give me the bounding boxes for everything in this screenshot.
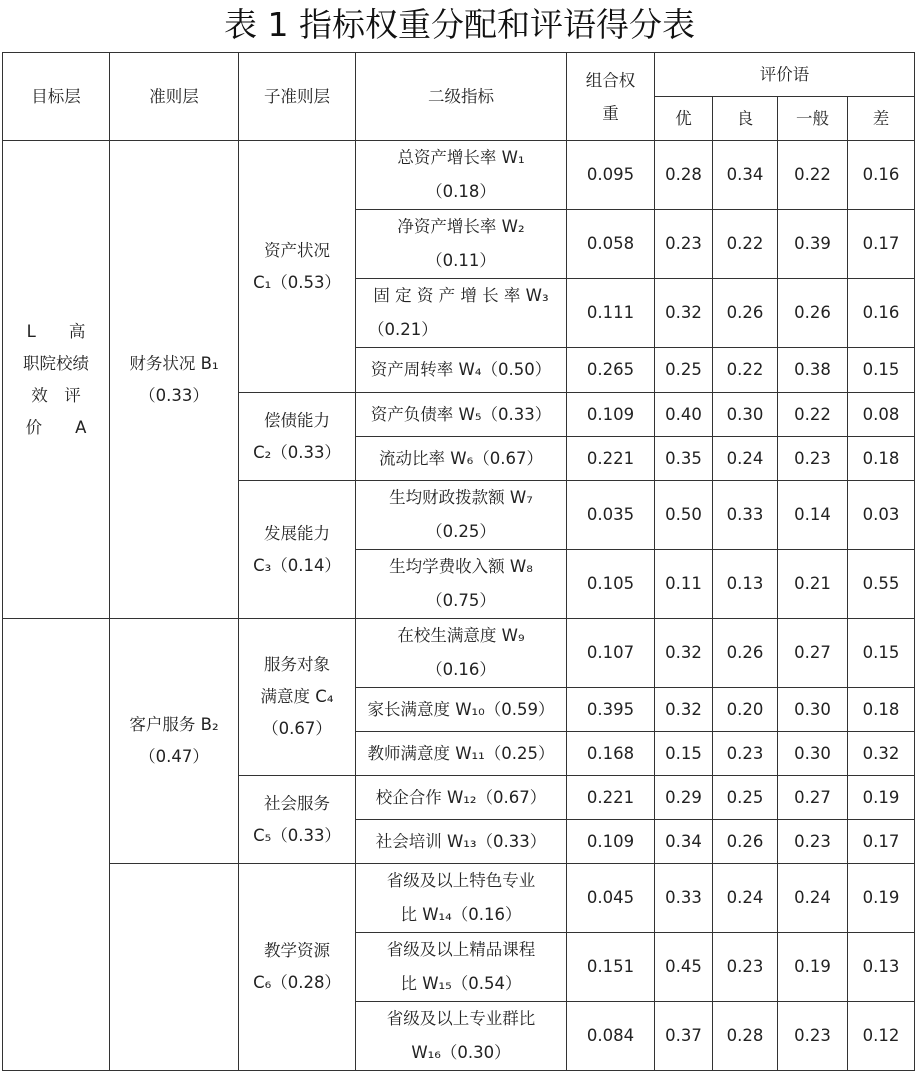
weight-w14: 0.045 xyxy=(567,864,655,933)
grade-poor: 0.15 xyxy=(848,619,915,688)
indicator-w15 xyxy=(356,933,567,1002)
weight-w9: 0.107 xyxy=(567,619,655,688)
indicator-w9-line2: （0.16） xyxy=(426,660,496,679)
indicator-w9 xyxy=(356,619,567,688)
header-rating: 评价语 xyxy=(655,53,915,97)
header-grade-excellent: 优 xyxy=(655,97,713,141)
subcriteria-c1-cell xyxy=(239,141,356,393)
grade-good: 0.22 xyxy=(713,210,778,279)
weight-w11: 0.168 xyxy=(567,732,655,776)
subcriteria-c2-line2: C₂（0.33） xyxy=(253,442,341,462)
grade-poor: 0.16 xyxy=(848,141,915,210)
indicator-w4: 资产周转率 W₄（0.50） xyxy=(356,348,567,393)
subcriteria-c4-line1: 服务对象 xyxy=(264,655,330,674)
criteria-b3-cell xyxy=(110,864,239,1071)
indicator-w1 xyxy=(356,141,567,210)
grade-poor: 0.19 xyxy=(848,864,915,933)
grade-good: 0.20 xyxy=(713,688,778,732)
weight-w6: 0.221 xyxy=(567,437,655,481)
header-subcriteria: 子准则层 xyxy=(239,53,356,141)
indicator-w15-line2: 比 W₁₅（0.54） xyxy=(400,974,522,993)
grade-average: 0.24 xyxy=(778,864,848,933)
weight-w7: 0.035 xyxy=(567,481,655,550)
grade-average: 0.27 xyxy=(778,619,848,688)
subcriteria-c4-line3: （0.67） xyxy=(262,719,332,738)
grade-average: 0.23 xyxy=(778,1002,848,1071)
target-line2: 职院校绩 xyxy=(23,353,89,373)
grade-average: 0.27 xyxy=(778,776,848,820)
indicator-w1-line2: （0.18） xyxy=(426,182,496,201)
header-grade-poor: 差 xyxy=(848,97,915,141)
target-line4: 价 A xyxy=(25,417,87,437)
indicator-w7-line1: 生均财政拨款额 W₇ xyxy=(389,488,533,507)
subcriteria-c5-line1: 社会服务 xyxy=(264,793,330,813)
subcriteria-c4-line2: 满意度 C₄ xyxy=(260,687,334,706)
header-criteria: 准则层 xyxy=(110,53,239,141)
indicator-w9-line1: 在校生满意度 W₉ xyxy=(397,626,525,645)
weight-w15: 0.151 xyxy=(567,933,655,1002)
indicator-w6: 流动比率 W₆（0.67） xyxy=(356,437,567,481)
subcriteria-c1-line1: 资产状况 xyxy=(264,240,330,260)
indicator-w16-line2: W₁₆（0.30） xyxy=(411,1043,511,1062)
subcriteria-c4-cell xyxy=(239,619,356,776)
grade-excellent: 0.29 xyxy=(655,776,713,820)
grade-good: 0.26 xyxy=(713,820,778,864)
grade-average: 0.30 xyxy=(778,688,848,732)
criteria-b2-line2: （0.47） xyxy=(139,747,209,766)
subcriteria-c1-line2: C₁（0.53） xyxy=(253,272,341,292)
indicator-w3-line1: 固 定 资 产 增 长 率 W₃ xyxy=(373,286,549,305)
grade-excellent: 0.33 xyxy=(655,864,713,933)
indicator-w7 xyxy=(356,481,567,550)
subcriteria-c6-cell xyxy=(239,864,356,1071)
subcriteria-c3-cell xyxy=(239,481,356,619)
weight-w16: 0.084 xyxy=(567,1002,655,1071)
target-line1: L 高 xyxy=(26,321,86,341)
indicator-w12: 校企合作 W₁₂（0.67） xyxy=(356,776,567,820)
grade-average: 0.38 xyxy=(778,348,848,393)
grade-excellent: 0.28 xyxy=(655,141,713,210)
grade-poor: 0.13 xyxy=(848,933,915,1002)
weight-w3: 0.111 xyxy=(567,279,655,348)
grade-average: 0.19 xyxy=(778,933,848,1002)
grade-poor: 0.03 xyxy=(848,481,915,550)
criteria-b1-cell xyxy=(110,141,239,619)
subcriteria-c2-line1: 偿债能力 xyxy=(264,410,330,430)
indicator-w3-line2: （0.21） xyxy=(368,320,438,339)
grade-good: 0.24 xyxy=(713,864,778,933)
grade-average: 0.22 xyxy=(778,393,848,437)
grade-excellent: 0.32 xyxy=(655,619,713,688)
indicator-w11: 教师满意度 W₁₁（0.25） xyxy=(356,732,567,776)
grade-good: 0.34 xyxy=(713,141,778,210)
indicator-w14 xyxy=(356,864,567,933)
indicator-weight-table xyxy=(2,52,915,1071)
header-weight xyxy=(567,53,655,141)
indicator-w10: 家长满意度 W₁₀（0.59） xyxy=(356,688,567,732)
indicator-w2-line1: 净资产增长率 W₂ xyxy=(397,217,525,236)
grade-poor: 0.18 xyxy=(848,437,915,481)
grade-good: 0.26 xyxy=(713,619,778,688)
grade-good: 0.22 xyxy=(713,348,778,393)
grade-excellent: 0.15 xyxy=(655,732,713,776)
header-weight-line1: 组合权 xyxy=(585,70,636,90)
indicator-w16-line1: 省级及以上专业群比 xyxy=(386,1009,536,1028)
target-line3: 效 评 xyxy=(31,385,81,405)
weight-w1: 0.095 xyxy=(567,141,655,210)
grade-good: 0.24 xyxy=(713,437,778,481)
grade-average: 0.30 xyxy=(778,732,848,776)
grade-good: 0.33 xyxy=(713,481,778,550)
subcriteria-c6-line2: C₆（0.28） xyxy=(253,973,341,992)
weight-w8: 0.105 xyxy=(567,550,655,619)
indicator-w2-line2: （0.11） xyxy=(426,251,496,270)
grade-excellent: 0.34 xyxy=(655,820,713,864)
grade-average: 0.21 xyxy=(778,550,848,619)
indicator-w3 xyxy=(356,279,567,348)
grade-poor: 0.08 xyxy=(848,393,915,437)
indicator-w13: 社会培训 W₁₃（0.33） xyxy=(356,820,567,864)
indicator-w14-line1: 省级及以上特色专业 xyxy=(386,871,536,890)
grade-good: 0.23 xyxy=(713,732,778,776)
header-indicator: 二级指标 xyxy=(356,53,567,141)
indicator-w14-line2: 比 W₁₄（0.16） xyxy=(400,905,522,924)
grade-poor: 0.55 xyxy=(848,550,915,619)
subcriteria-c5-line2: C₅（0.33） xyxy=(253,825,341,845)
grade-poor: 0.17 xyxy=(848,210,915,279)
grade-excellent: 0.32 xyxy=(655,279,713,348)
subcriteria-c3-line1: 发展能力 xyxy=(264,523,330,543)
header-weight-line2: 重 xyxy=(602,103,619,123)
indicator-w8-line2: （0.75） xyxy=(426,591,496,610)
grade-excellent: 0.37 xyxy=(655,1002,713,1071)
grade-average: 0.39 xyxy=(778,210,848,279)
grade-average: 0.22 xyxy=(778,141,848,210)
grade-poor: 0.18 xyxy=(848,688,915,732)
indicator-w5: 资产负债率 W₅（0.33） xyxy=(356,393,567,437)
table-title: 表 1 指标权重分配和评语得分表 xyxy=(224,5,695,44)
grade-good: 0.25 xyxy=(713,776,778,820)
grade-good: 0.23 xyxy=(713,933,778,1002)
criteria-b1-line2: （0.33） xyxy=(139,385,209,405)
indicator-w2 xyxy=(356,210,567,279)
grade-poor: 0.17 xyxy=(848,820,915,864)
grade-excellent: 0.32 xyxy=(655,688,713,732)
grade-poor: 0.32 xyxy=(848,732,915,776)
grade-average: 0.23 xyxy=(778,820,848,864)
grade-excellent: 0.11 xyxy=(655,550,713,619)
subcriteria-c2-cell xyxy=(239,393,356,481)
indicator-w7-line2: （0.25） xyxy=(426,522,496,541)
grade-good: 0.30 xyxy=(713,393,778,437)
weight-w10: 0.395 xyxy=(567,688,655,732)
header-grade-average: 一般 xyxy=(778,97,848,141)
grade-average: 0.14 xyxy=(778,481,848,550)
target-level-cell xyxy=(3,141,110,619)
grade-poor: 0.19 xyxy=(848,776,915,820)
indicator-w8 xyxy=(356,550,567,619)
grade-good: 0.13 xyxy=(713,550,778,619)
grade-excellent: 0.50 xyxy=(655,481,713,550)
grade-average: 0.26 xyxy=(778,279,848,348)
subcriteria-c5-cell xyxy=(239,776,356,864)
indicator-w8-line1: 生均学费收入额 W₈ xyxy=(389,557,533,576)
weight-w4: 0.265 xyxy=(567,348,655,393)
grade-poor: 0.16 xyxy=(848,279,915,348)
grade-poor: 0.12 xyxy=(848,1002,915,1071)
weight-w12: 0.221 xyxy=(567,776,655,820)
target-level-continuation xyxy=(3,619,110,1071)
grade-excellent: 0.25 xyxy=(655,348,713,393)
grade-average: 0.23 xyxy=(778,437,848,481)
criteria-b1-line1: 财务状况 B₁ xyxy=(129,353,219,373)
subcriteria-c3-line2: C₃（0.14） xyxy=(253,555,341,575)
grade-good: 0.28 xyxy=(713,1002,778,1071)
grade-poor: 0.15 xyxy=(848,348,915,393)
grade-excellent: 0.40 xyxy=(655,393,713,437)
weight-w13: 0.109 xyxy=(567,820,655,864)
indicator-w1-line1: 总资产增长率 W₁ xyxy=(397,148,525,167)
grade-good: 0.26 xyxy=(713,279,778,348)
header-grade-good: 良 xyxy=(713,97,778,141)
indicator-w15-line1: 省级及以上精品课程 xyxy=(386,940,536,959)
grade-excellent: 0.35 xyxy=(655,437,713,481)
grade-excellent: 0.45 xyxy=(655,933,713,1002)
header-target: 目标层 xyxy=(3,53,110,141)
weight-w5: 0.109 xyxy=(567,393,655,437)
indicator-w16 xyxy=(356,1002,567,1071)
grade-excellent: 0.23 xyxy=(655,210,713,279)
criteria-b2-line1: 客户服务 B₂ xyxy=(129,715,219,734)
criteria-b2-cell xyxy=(110,619,239,864)
weight-w2: 0.058 xyxy=(567,210,655,279)
subcriteria-c6-line1: 教学资源 xyxy=(264,941,330,960)
